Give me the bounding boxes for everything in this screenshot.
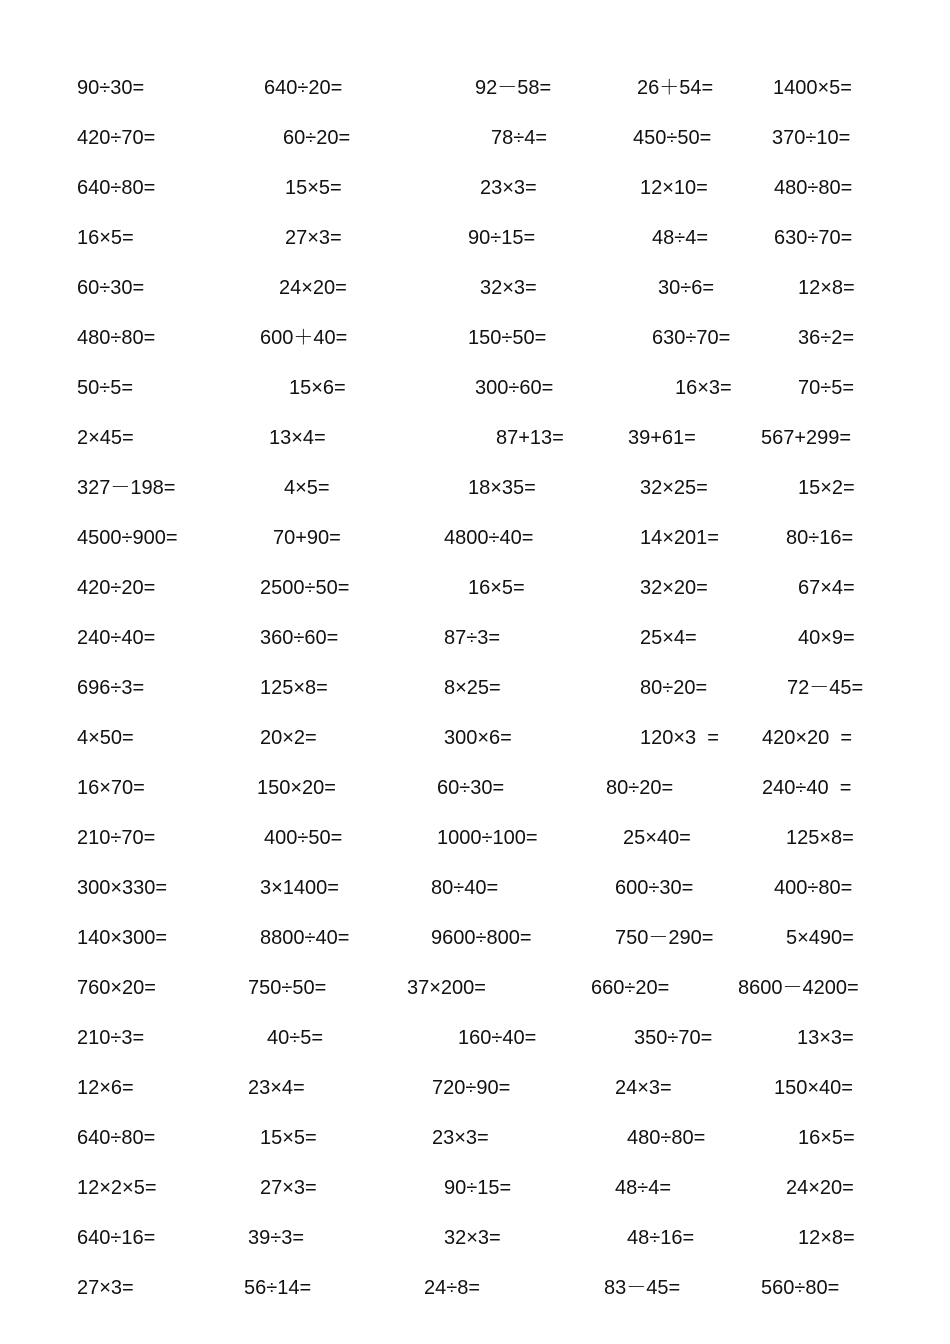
problem: 80÷40= xyxy=(431,877,499,899)
problem: 24×3= xyxy=(615,1077,672,1099)
problem: 210÷3= xyxy=(77,1027,145,1049)
problem: 1400×5= xyxy=(773,77,852,99)
problem: 327－198= xyxy=(77,477,176,499)
problem: 567+299= xyxy=(761,427,852,449)
problem: 15×5= xyxy=(260,1127,317,1149)
problem: 67×4= xyxy=(798,577,855,599)
problem: 15×2= xyxy=(798,477,855,499)
problem: 12×8= xyxy=(798,277,855,299)
problem-row-18 xyxy=(0,918,950,958)
problem: 240÷40= xyxy=(77,627,156,649)
problem: 18×35= xyxy=(468,477,536,499)
problem: 60÷20= xyxy=(283,127,351,149)
problem: 480÷80= xyxy=(77,327,156,349)
problem-row-5 xyxy=(0,268,950,308)
problem: 26＋54= xyxy=(637,77,714,99)
problem: 350÷70= xyxy=(634,1027,713,1049)
problem-row-17 xyxy=(0,868,950,908)
problem: 20×2= xyxy=(260,727,317,749)
problem: 50÷5= xyxy=(77,377,134,399)
problem: 360÷60= xyxy=(260,627,339,649)
problem: 32×3= xyxy=(444,1227,501,1249)
problem-row-10 xyxy=(0,518,950,558)
problem: 2500÷50= xyxy=(260,577,350,599)
problem: 480÷80= xyxy=(627,1127,706,1149)
problem: 8800÷40= xyxy=(260,927,350,949)
problem: 36÷2= xyxy=(798,327,855,349)
problem: 16×5= xyxy=(468,577,525,599)
problem: 4×5= xyxy=(284,477,330,499)
problem-row-16 xyxy=(0,818,950,858)
problem: 72－45= xyxy=(787,677,864,699)
problem: 5×490= xyxy=(786,927,854,949)
problem: 12×10= xyxy=(640,177,708,199)
problem: 60÷30= xyxy=(437,777,505,799)
problem: 9600÷800= xyxy=(431,927,532,949)
problem: 40×9= xyxy=(798,627,855,649)
problem: 32×20= xyxy=(640,577,708,599)
problem-row-9 xyxy=(0,468,950,508)
problem: 640÷16= xyxy=(77,1227,156,1249)
problem: 120×3 = xyxy=(640,727,719,749)
problem-row-23 xyxy=(0,1168,950,1208)
problem: 87÷3= xyxy=(444,627,501,649)
problem: 87+13= xyxy=(496,427,564,449)
problem: 210÷70= xyxy=(77,827,156,849)
problem: 4500÷900= xyxy=(77,527,178,549)
problem-row-1 xyxy=(0,68,950,108)
problem: 24÷8= xyxy=(424,1277,481,1299)
problem-row-4 xyxy=(0,218,950,258)
problem: 25×4= xyxy=(640,627,697,649)
problem: 16×70= xyxy=(77,777,145,799)
problem: 696÷3= xyxy=(77,677,145,699)
problem: 23×3= xyxy=(480,177,537,199)
problem: 16×3= xyxy=(675,377,732,399)
problem: 13×3= xyxy=(797,1027,854,1049)
problem: 70÷5= xyxy=(798,377,855,399)
problem: 300×6= xyxy=(444,727,512,749)
problem-row-19 xyxy=(0,968,950,1008)
problem: 37×200= xyxy=(407,977,486,999)
problem: 12×6= xyxy=(77,1077,134,1099)
problem: 27×3= xyxy=(285,227,342,249)
problem: 48÷4= xyxy=(615,1177,672,1199)
problem: 370÷10= xyxy=(772,127,851,149)
problem: 13×4= xyxy=(269,427,326,449)
problem: 480÷80= xyxy=(774,177,853,199)
problem: 640÷20= xyxy=(264,77,343,99)
problem: 300×330= xyxy=(77,877,168,899)
problem: 78÷4= xyxy=(491,127,548,149)
problem: 80÷20= xyxy=(606,777,674,799)
problem: 750－290= xyxy=(615,927,714,949)
problem: 125×8= xyxy=(786,827,854,849)
problem: 56÷14= xyxy=(244,1277,312,1299)
problem: 140×300= xyxy=(77,927,168,949)
problem-row-25 xyxy=(0,1268,950,1308)
problem: 560÷80= xyxy=(761,1277,840,1299)
problem: 600＋40= xyxy=(260,327,348,349)
problem: 750÷50= xyxy=(248,977,327,999)
problem: 12×2×5= xyxy=(77,1177,157,1199)
problem-row-14 xyxy=(0,718,950,758)
problem: 450÷50= xyxy=(633,127,712,149)
problem-row-6 xyxy=(0,318,950,358)
problem: 80÷16= xyxy=(786,527,854,549)
problem-row-24 xyxy=(0,1218,950,1258)
problem: 80÷20= xyxy=(640,677,708,699)
problem-row-3 xyxy=(0,168,950,208)
problem: 92－58= xyxy=(475,77,552,99)
problem: 90÷15= xyxy=(444,1177,512,1199)
problem-row-12 xyxy=(0,618,950,658)
problem-row-22 xyxy=(0,1118,950,1158)
problem: 48÷16= xyxy=(627,1227,695,1249)
problem: 630÷70= xyxy=(652,327,731,349)
problem: 27×3= xyxy=(77,1277,134,1299)
problem: 400÷50= xyxy=(264,827,343,849)
problem-row-7 xyxy=(0,368,950,408)
problem: 48÷4= xyxy=(652,227,709,249)
problem-row-2 xyxy=(0,118,950,158)
problem: 400÷80= xyxy=(774,877,853,899)
problem: 4×50= xyxy=(77,727,134,749)
problem: 12×8= xyxy=(798,1227,855,1249)
problem: 30÷6= xyxy=(658,277,715,299)
problem: 15×6= xyxy=(289,377,346,399)
problem: 760×20= xyxy=(77,977,156,999)
problem-row-11 xyxy=(0,568,950,608)
problem: 160÷40= xyxy=(458,1027,537,1049)
problem: 420÷20= xyxy=(77,577,156,599)
problem: 15×5= xyxy=(285,177,342,199)
problem: 150×40= xyxy=(774,1077,853,1099)
problem: 240÷40 = xyxy=(762,777,852,799)
problem: 300÷60= xyxy=(475,377,554,399)
problem: 3×1400= xyxy=(260,877,339,899)
problem: 640÷80= xyxy=(77,1127,156,1149)
problem: 32×3= xyxy=(480,277,537,299)
problem: 420÷70= xyxy=(77,127,156,149)
problem: 420×20 = xyxy=(762,727,853,749)
problem: 39÷3= xyxy=(248,1227,305,1249)
problem: 23×3= xyxy=(432,1127,489,1149)
problem: 600÷30= xyxy=(615,877,694,899)
problem: 90÷30= xyxy=(77,77,145,99)
problem: 32×25= xyxy=(640,477,708,499)
problem: 27×3= xyxy=(260,1177,317,1199)
problem: 660÷20= xyxy=(591,977,670,999)
problem: 1000÷100= xyxy=(437,827,538,849)
problem: 90÷15= xyxy=(468,227,536,249)
problem: 630÷70= xyxy=(774,227,853,249)
problem: 150÷50= xyxy=(468,327,547,349)
problem: 24×20= xyxy=(786,1177,854,1199)
problem-row-15 xyxy=(0,768,950,808)
problem: 14×201= xyxy=(640,527,719,549)
problem: 125×8= xyxy=(260,677,328,699)
problem: 40÷5= xyxy=(267,1027,324,1049)
problem-row-8 xyxy=(0,418,950,458)
problem: 640÷80= xyxy=(77,177,156,199)
problem: 24×20= xyxy=(279,277,347,299)
problem: 70+90= xyxy=(273,527,341,549)
problem: 720÷90= xyxy=(432,1077,511,1099)
problem: 16×5= xyxy=(798,1127,855,1149)
problem-row-13 xyxy=(0,668,950,708)
problem: 23×4= xyxy=(248,1077,305,1099)
problem: 83－45= xyxy=(604,1277,681,1299)
problem: 16×5= xyxy=(77,227,134,249)
problem: 8600－4200= xyxy=(738,977,859,999)
problem: 2×45= xyxy=(77,427,134,449)
problem: 25×40= xyxy=(623,827,691,849)
problem-row-21 xyxy=(0,1068,950,1108)
problem: 150×20= xyxy=(257,777,336,799)
problem: 60÷30= xyxy=(77,277,145,299)
problem: 8×25= xyxy=(444,677,501,699)
problem: 4800÷40= xyxy=(444,527,534,549)
problem-row-20 xyxy=(0,1018,950,1058)
problem: 39+61= xyxy=(628,427,696,449)
